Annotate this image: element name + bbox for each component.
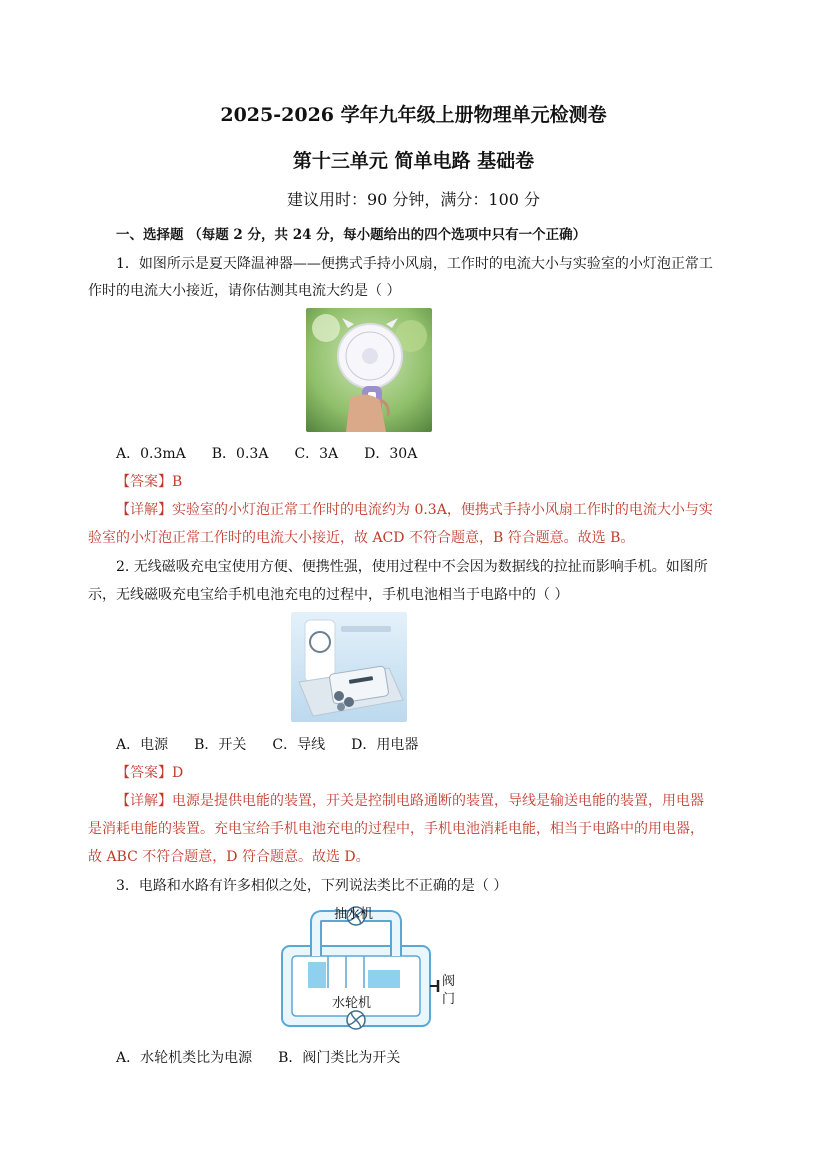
q1-stem-line1: 1．如图所示是夏天降温神器——便携式手持小风扇，工作时的电流大小与实验室的小灯泡正常工 — [116, 256, 713, 272]
unit-subtitle: 第十三单元 简单电路 基础卷 — [292, 150, 535, 172]
q1-detail-line1: 【详解】实验室的小灯泡正常工作时的电流约为 0.3A，便携式手持小风扇工作时的电流大小与实 — [116, 502, 713, 518]
q1-option-d: D．30A — [364, 446, 418, 462]
q2-stem-line1: 2. 无线磁吸充电宝使用方便、便携性强，使用过程中不会因为数据线的拉扯而影响手机。如图所 — [116, 559, 708, 575]
turbine-label: 水轮机 — [332, 996, 372, 1011]
q1-answer: 【答案】B — [116, 474, 183, 490]
q2-options — [116, 734, 444, 754]
q2-detail-line2: 是消耗电能的装置。充电宝给手机电池充电的过程中，手机电池消耗电能，相当于电路中的用电器， — [88, 821, 704, 837]
q1-option-a: A．0.3mA — [116, 446, 186, 462]
valve-label-1: 阀 — [442, 974, 456, 989]
q2-detail-line3: 故 ABC 不符合题意，D 符合题意。故选 D。 — [88, 849, 370, 865]
q2-option-c: C．导线 — [272, 737, 326, 753]
section-heading: 一、选择题 （每题 2 分，共 24 分，每小题给出的四个选项中只有一个正确） — [116, 227, 587, 243]
pump-label: 抽水机 — [334, 907, 374, 922]
q3-stem-line1: 3．电路和水路有许多相似之处，下列说法类比不正确的是（ ） — [116, 878, 508, 894]
q1-detail-line2: 验室的小灯泡正常工作时的电流大小接近，故 ACD 不符合题意，B 符合题意。故选 B。 — [88, 530, 635, 546]
q2-answer: 【答案】D — [116, 765, 184, 781]
q2-option-a: A．电源 — [116, 737, 169, 753]
q2-option-b: B．开关 — [194, 737, 247, 753]
q3-options — [116, 1047, 426, 1067]
q2-option-d: D．用电器 — [351, 737, 419, 753]
q3-option-a: A．水轮机类比为电源 — [116, 1050, 253, 1066]
water-circuit-diagram — [276, 900, 466, 1035]
q2-detail-line1: 【详解】电源是提供电能的装置，开关是控制电路通断的装置，导线是输送电能的装置，用电器 — [116, 793, 704, 809]
q1-option-b: B．0.3A — [211, 446, 269, 462]
exam-title: 2025-2026 学年九年级上册物理单元检测卷 — [220, 104, 607, 126]
q2-stem-line2: 示，无线磁吸充电宝给手机电池充电的过程中，手机电池相当于电路中的（ ） — [88, 587, 569, 603]
q3-option-b: B．阀门类比为开关 — [278, 1050, 401, 1066]
power-bank-photo — [291, 612, 407, 722]
valve-label-2: 门 — [442, 992, 456, 1007]
time-note: 建议用时：90 分钟，满分：100 分 — [286, 190, 541, 209]
fan-photo — [306, 308, 432, 432]
q1-options — [116, 443, 443, 463]
q1-option-c: C．3A — [294, 446, 339, 462]
q1-stem-line2: 作时的电流大小接近，请你估测其电流大约是（ ） — [88, 283, 401, 299]
